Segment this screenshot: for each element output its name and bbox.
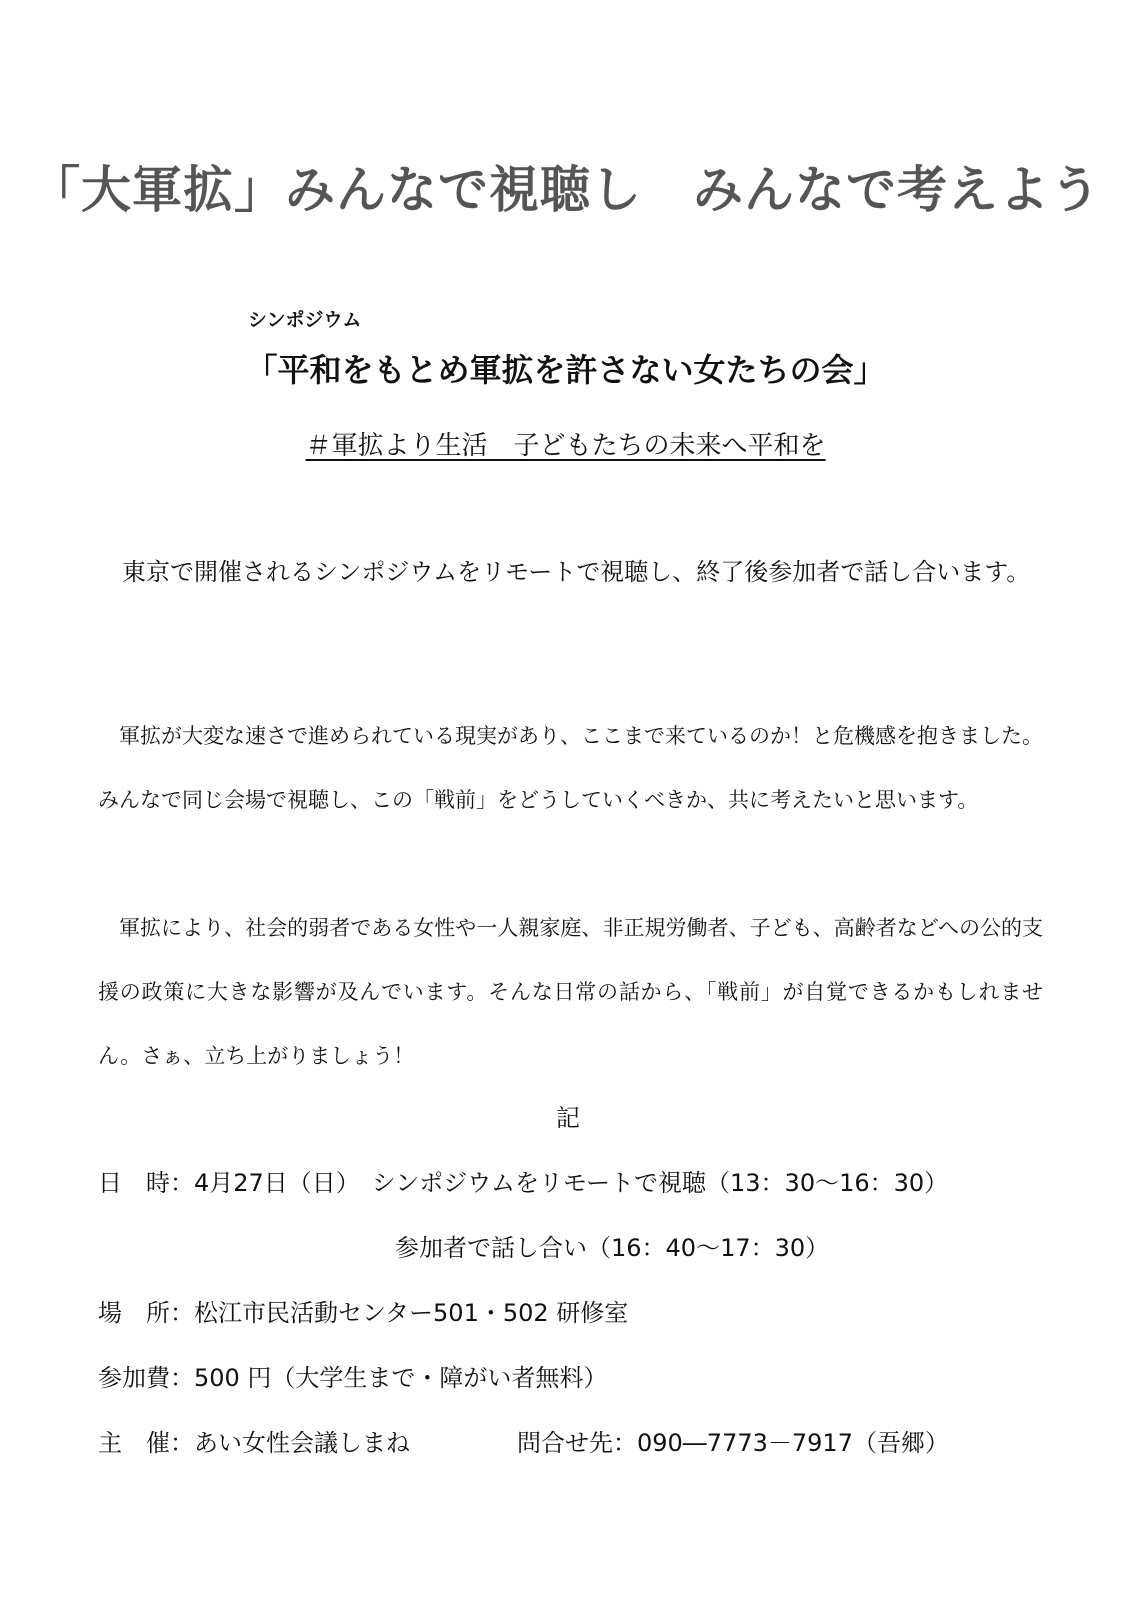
venue-line: 場 所：松江市民活動センター501・502 研修室	[98, 1299, 629, 1327]
hashtag-text: ＃軍拡より生活 子どもたちの未来へ平和を	[305, 431, 826, 461]
main-title: 「大軍拡」みんなで視聴し みんなで考えよう	[30, 161, 1101, 219]
hashtag-slogan	[0, 425, 1131, 462]
concern-paragraph: 軍拡が大変な速さで進められている現実があり、ここまで来ているのか！と危機感を抱きました。みんなで同じ会場で視聴し、この「戦前」をどうしていくべきか、共に考えたいと思います。	[98, 724, 1043, 812]
impact-paragraph: 軍拡により、社会的弱者である女性や一人親家庭、非正規労働者、子ども、高齢者などへの公的支援の政策に大きな影響が及んでいます。そんな日常の話から、「戦前」が自覚できるかもしれません。さぁ、立ち上がりましょう！	[98, 916, 1043, 1068]
host-line: 主 催：あい女性会議しまね	[98, 1429, 410, 1457]
contact-line: 問合せ先：090―7773－7917（吾郷）	[517, 1429, 949, 1457]
notice-heading: 記	[556, 1104, 580, 1132]
date-line: 日 時：4月27日（日） シンポジウムをリモートで視聴（13：30～16：30）	[98, 1169, 949, 1197]
discussion-time-line: 参加者で話し合い（16：40～17：30）	[395, 1234, 830, 1262]
intro-paragraph: 東京で開催されるシンポジウムをリモートで視聴し、終了後参加者で話し合います。	[122, 558, 1031, 586]
symposium-title: 「平和をもとめ軍拡を許さない女たちの会」	[245, 351, 886, 389]
fee-line: 参加費：500 円（大学生まで・障がい者無料）	[98, 1364, 608, 1392]
symposium-label: シンポジウム	[248, 309, 362, 331]
